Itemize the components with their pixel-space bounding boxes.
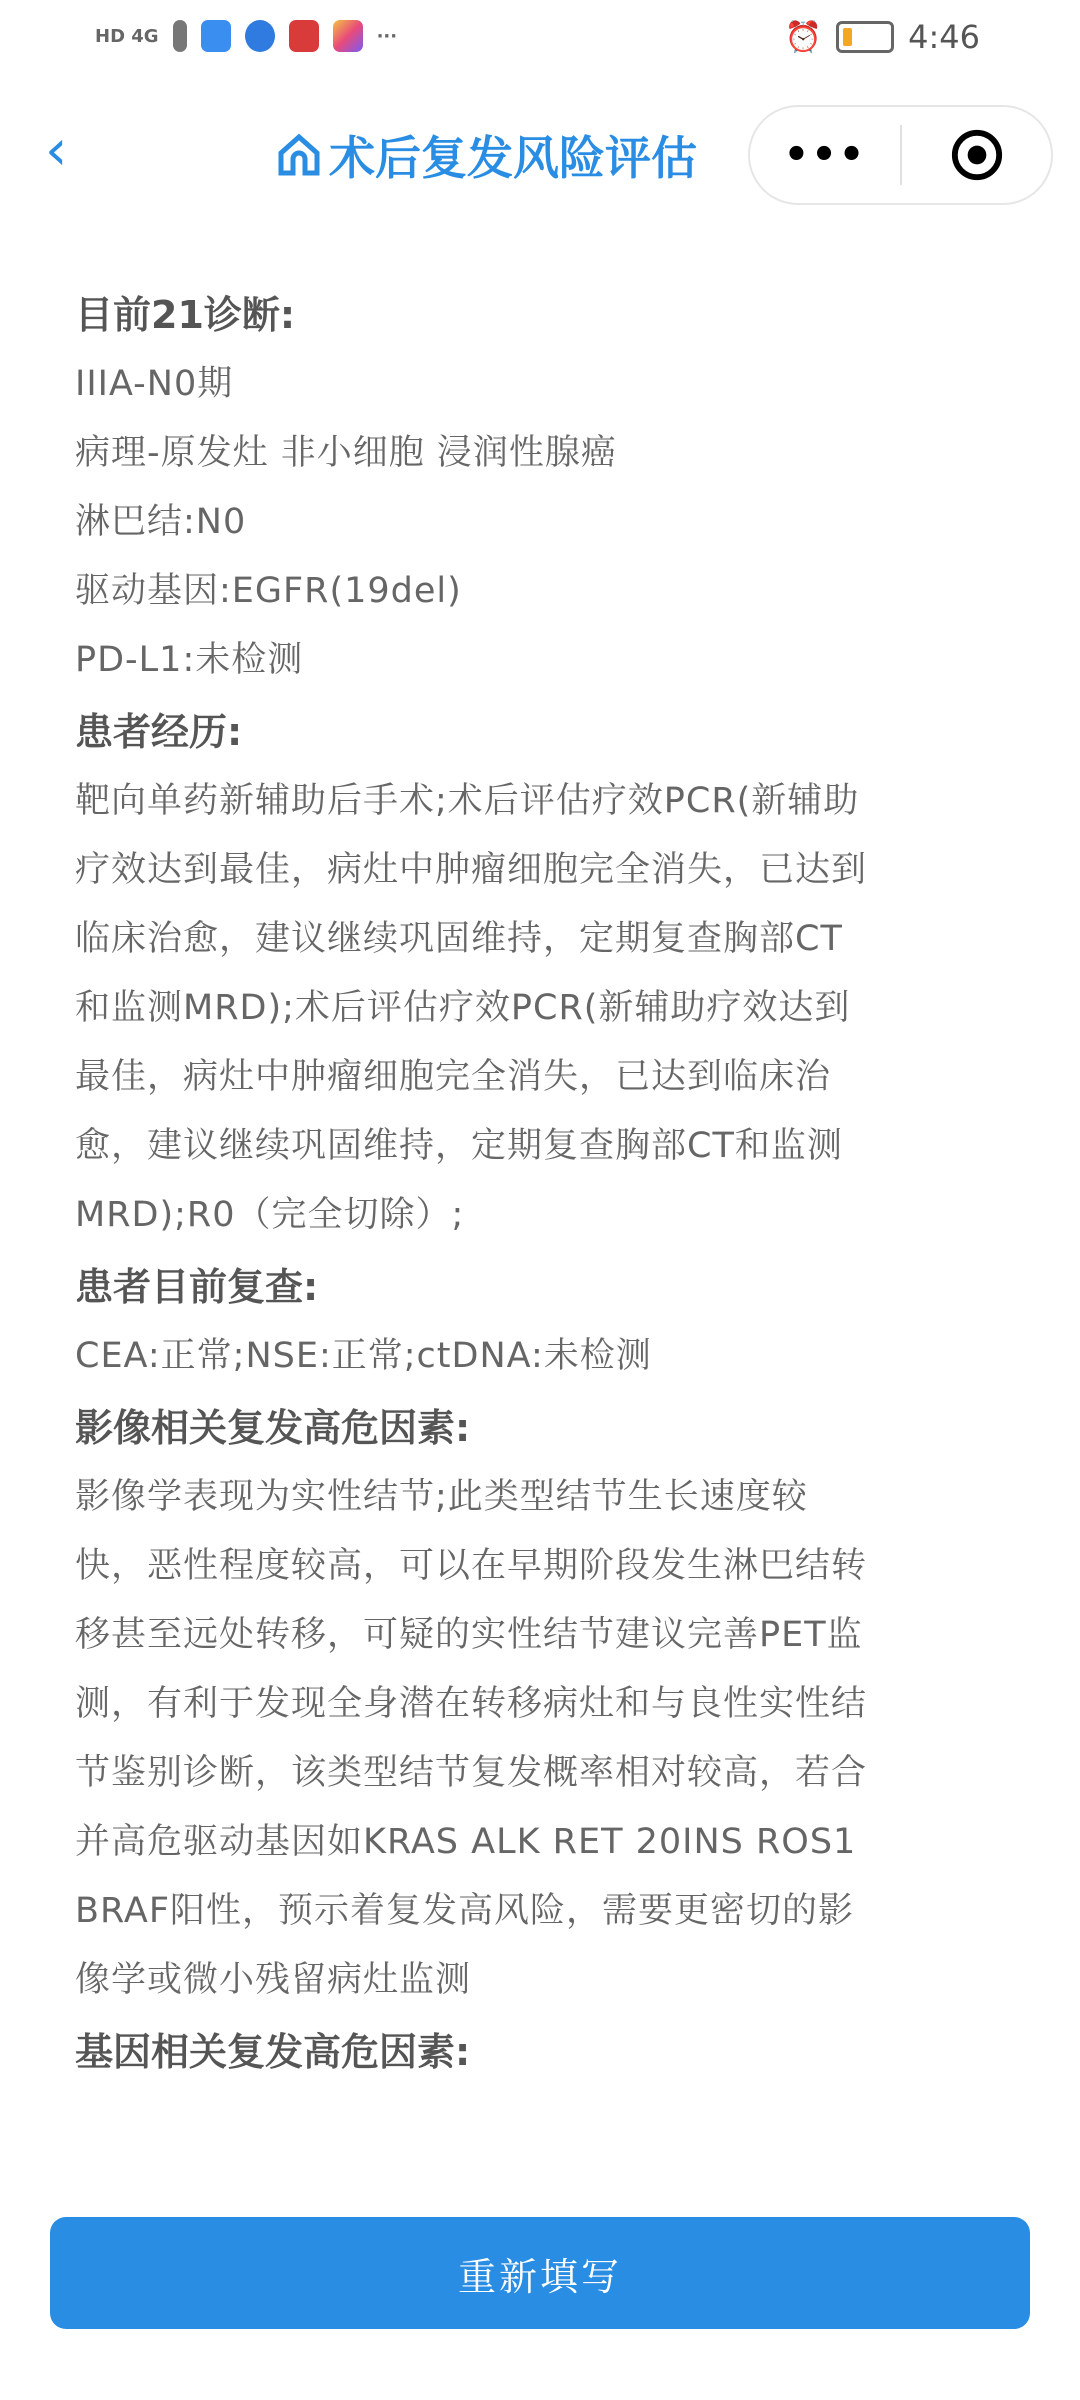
page-title	[275, 122, 697, 188]
back-button[interactable]: ‹	[45, 118, 68, 183]
section-line: 最佳，病灶中肿瘤细胞完全消失，已达到临床治	[75, 1057, 832, 1097]
section-line: 靶向单药新辅助后手术;术后评估疗效PCR(新辅助	[75, 781, 860, 821]
section-line: BRAF阳性，预示着复发高风险，需要更密切的影	[75, 1891, 854, 1931]
section-line: MRD);R0（完全切除）;	[75, 1195, 465, 1235]
assessment-content	[75, 278, 1035, 2087]
section-line: 疗效达到最佳，病灶中肿瘤细胞完全消失，已达到	[75, 850, 868, 890]
section-line: 像学或微小残留病灶监测	[75, 1960, 472, 2000]
section-line: 测，有利于发现全身潜在转移病灶和与良性实性结	[75, 1684, 868, 1724]
section-heading: 患者经历:	[75, 710, 243, 754]
section-line: 快，恶性程度较高，可以在早期阶段发生淋巴结转	[75, 1546, 868, 1586]
more-notifications: ···	[376, 25, 398, 47]
section-line: 病理-原发灶 非小细胞 浸润性腺癌	[75, 433, 617, 473]
clock: 4:46	[908, 18, 980, 56]
section-heading: 患者目前复查:	[75, 1265, 319, 1309]
section-line: IIIA-N0期	[75, 364, 234, 404]
section-line: 驱动基因:EGFR(19del)	[75, 571, 462, 611]
section-heading: 基因相关复发高危因素:	[75, 2030, 471, 2074]
miniprogram-capsule	[748, 105, 1053, 205]
section-line: 愈，建议继续巩固维持，定期复查胸部CT和监测	[75, 1126, 843, 1166]
section-line: 和监测MRD);术后评估疗效PCR(新辅助疗效达到	[75, 988, 851, 1028]
browser-app-icon	[245, 20, 275, 52]
network-indicator: HD 4G	[95, 25, 159, 47]
section-heading: 目前21诊断:	[75, 293, 296, 337]
close-miniprogram-button[interactable]	[902, 127, 1051, 183]
section-line: 节鉴别诊断，该类型结节复发概率相对较高，若合	[75, 1753, 868, 1793]
home-icon	[275, 130, 323, 180]
section-line: 淋巴结:N0	[75, 502, 247, 542]
brush-app-icon	[333, 20, 363, 52]
section-line: 临床治愈，建议继续巩固维持，定期复查胸部CT	[75, 919, 843, 959]
target-icon	[949, 127, 1005, 183]
section-line: PD-L1:未检测	[75, 640, 304, 680]
section-line: 并高危驱动基因如KRAS ALK RET 20INS ROS1	[75, 1822, 857, 1862]
section-line: CEA:正常;NSE:正常;ctDNA:未检测	[75, 1336, 652, 1376]
alert-icon	[173, 20, 187, 52]
title-text: 术后复发风险评估	[329, 131, 697, 185]
more-button[interactable]: •••	[783, 132, 867, 178]
section-heading: 影像相关复发高危因素:	[75, 1406, 471, 1450]
status-bar	[0, 0, 1080, 80]
book-app-icon	[289, 20, 319, 52]
section-line: 移甚至远处转移，可疑的实性结节建议完善PET监	[75, 1615, 863, 1655]
battery-icon	[836, 21, 894, 53]
nav-bar	[0, 100, 1080, 200]
alarm-icon: ⏰	[784, 19, 823, 55]
section-line: 影像学表现为实性结节;此类型结节生长速度较	[75, 1477, 808, 1517]
refill-button[interactable]: 重新填写	[50, 2217, 1030, 2329]
cloud-app-icon	[201, 20, 231, 52]
